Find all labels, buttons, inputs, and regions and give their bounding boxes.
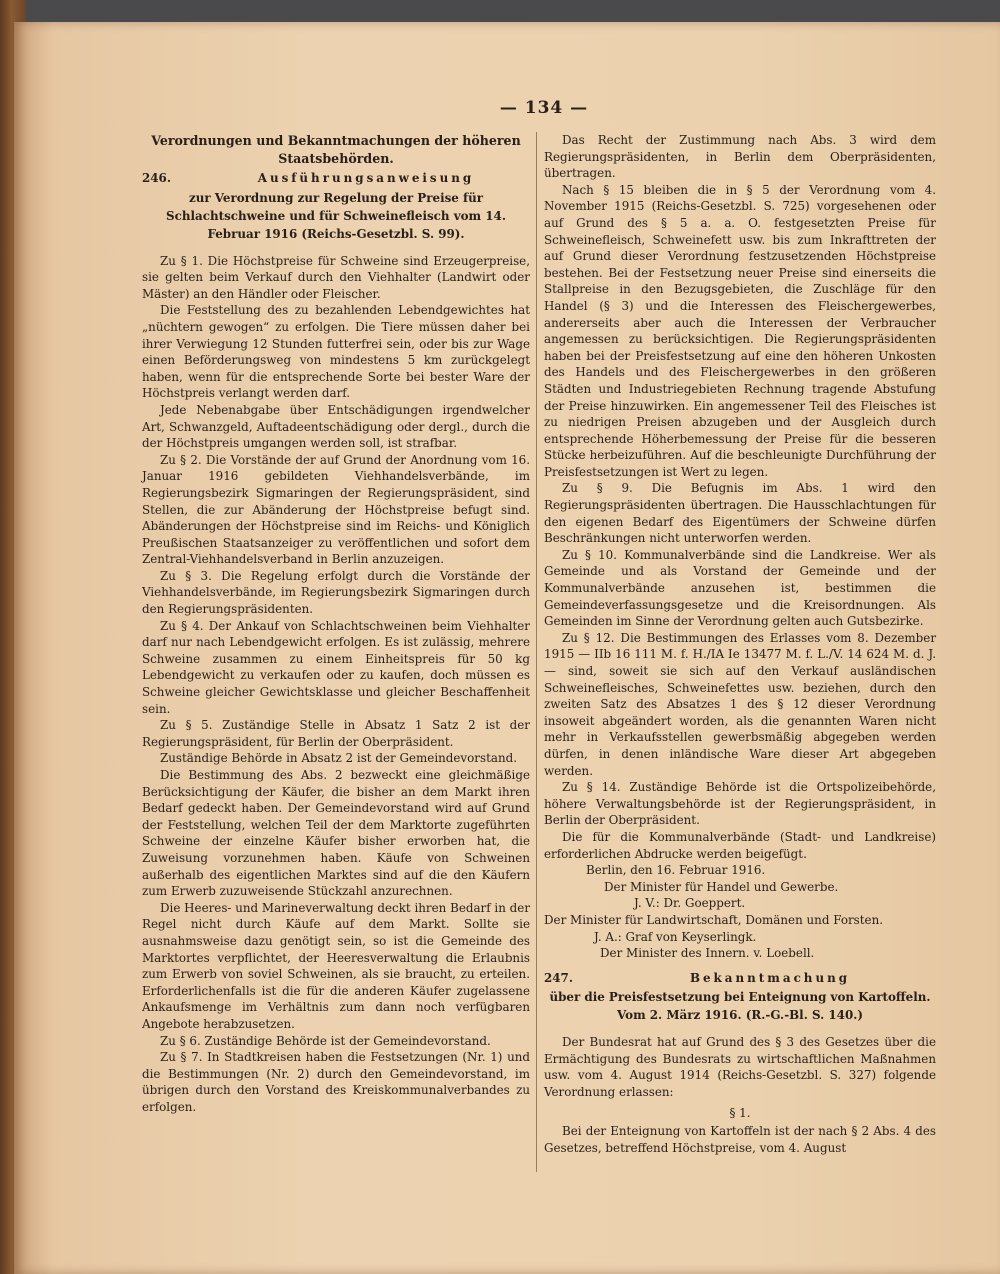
- document-page: [14, 22, 1000, 1274]
- signature-block: [544, 862, 936, 962]
- paragraph: Zu § 12. Die Bestimmungen des Erlasses vom 8. Dezember 1915 — IIb 16 111 M. f. H./IA Ie 13477 M. f. L./V. 14 624 M. d. J. — sind, soweit sie sich auf den Verkauf ausländischen Schweinefleisches, Schweinefettes usw. beziehen, durch den zweiten Satz des Absatzes 1 des § 12 dieser Verordnung insoweit abgeändert worden, als die genannten Waren nicht mehr in Verkaufsstellen gewerbsmäßig abgegeben werden dürfen, in denen inländische Ware dieser Art abgegeben werden.: [544, 630, 936, 778]
- paragraph: Zuständige Behörde in Absatz 2 ist der Gemeindevorstand.: [160, 751, 518, 766]
- paragraph: Zu § 6. Zuständige Behörde ist der Gemeindevorstand.: [160, 1033, 491, 1048]
- paragraph: Zu § 3. Die Regelung erfolgt durch die Vorstände der Viehhandelsverbände, im Regierungsbezirk Sigmaringen durch den Regierungspräsidenten.: [142, 568, 530, 617]
- item-247-subtitle: über die Preisfestsetzung bei Enteignung von Kartoffeln. Vom 2. März 1916. (R.-G.-Bl. S. 140.): [549, 990, 931, 1023]
- signatory-title: Der Minister des Innern. v. Loebell.: [600, 946, 815, 961]
- paragraph: Zu § 5. Zuständige Stelle in Absatz 1 Satz 2 ist der Regierungspräsident, für Berlin der Oberpräsident.: [142, 718, 530, 749]
- paragraph: Zu § 9. Die Befugnis im Abs. 1 wird den Regierungspräsidenten übertragen. Die Hausschlachtungen für den eigenen Bedarf des Eigentümers der Schweine dürfen Beschränkungen nicht unterworfen werden.: [544, 481, 936, 546]
- signatory-name: J. V.: Dr. Goeppert.: [634, 896, 746, 911]
- left-column: [142, 132, 530, 1115]
- item-247-heading: [544, 970, 936, 987]
- paragraph: Zu § 14. Zuständige Behörde ist die Ortspolizeibehörde, höhere Verwaltungsbehörde ist der Regierungspräsident, in Berlin der Oberpräsident.: [544, 780, 936, 828]
- signatory-title: Der Minister für Landwirtschaft, Domänen und Forsten.: [544, 912, 884, 927]
- paragraph: Zu § 2. Die Vorstände der auf Grund der Anordnung vom 16. Januar 1916 gebildeten Viehhandelsverbände, im Regierungsbezirk Sigmaringen der Regierungspräsident, sind Stellen, die zur Abänderung der Höchstpreise befugt sind. Abänderungen der Höchstpreise sind im Reichs- und Königlich Preußischen Staatsanzeiger zu veröffentlichen und sofort dem Zentral-Viehhandelsverband in Berlin anzuzeigen.: [142, 452, 530, 567]
- column-divider: [536, 132, 537, 1172]
- paragraph: Zu § 10. Kommunalverbände sind die Landkreise. Wer als Gemeinde und als Vorstand der Gemeinde und der Kommunalverbände anzusehen ist, bestimmen die Gemeindeverfassungsgesetze und die Kreisordnungen. Als Gemeinden im Sinne der Verordnung gelten auch Gutsbezirke.: [544, 547, 936, 629]
- item-247-number: 247.: [544, 970, 573, 985]
- place-date: Berlin, den 16. Februar 1916.: [586, 863, 766, 878]
- item-246-number: 246.: [142, 171, 171, 185]
- paragraph: Nach § 15 bleiben die in § 5 der Verordnung vom 4. November 1915 (Reichs-Gesetzbl. S. 725) vorgesehenen oder auf Grund des § 5 a. a. O. festgesetzten Preise für Schweinefleisch, Schweinefett usw. bis zum Inkrafttreten der auf Grund dieser Verordnung festzusetzenden Höchstpreise bestehen. Bei der Festsetzung neuer Preise sind einerseits die Stallpreise in den Bezugsgebieten, die Zuschläge für den Handel (§ 3) und die Interessen des Fleischergewerbes, andererseits aber auch die Interessen der Verbraucher angemessen zu berücksichtigen. Die Regierungspräsidenten haben bei der Preisfestsetzung auf eine den höheren Unkosten des Handels und des Fleischergewerbes in den größeren Städten und Industriegebieten Rechnung tragende Abstufung der Preise hinzuwirken. Ein angemessener Teil des Fleisches ist zu niedrigen Preisen abzugeben und der Ausgleich durch entsprechende Höherbemessung der Preise für die besseren Stücke herbeizuführen. Auf die beschleunigte Durchführung der Preisfestsetzungen ist Wert zu legen.: [544, 182, 936, 479]
- paragraph: Die Feststellung des zu bezahlenden Lebendgewichtes hat „nüchtern gewogen“ zu erfolgen. Die Tiere müssen daher bei ihrer Verwiegung 12 Stunden futterfrei sein, oder bis zur Wage einen Beförderungsweg von mindestens 5 km zurückgelegt haben, wenn für die entsprechende Sorte bei bester Ware der Höchstpreis verlangt werden darf.: [142, 303, 530, 401]
- paragraph-label: § 1.: [729, 1105, 751, 1120]
- paragraph: Bei der Enteignung von Kartoffeln ist der nach § 2 Abs. 4 des Gesetzes, betreffend Höchstpreise, vom 4. August: [544, 1124, 936, 1155]
- paragraph: Die für die Kommunalverbände (Stadt- und Landkreise) erforderlichen Abdrucke werden beigefügt.: [544, 829, 936, 861]
- paragraph: Zu § 1. Die Höchstpreise für Schweine sind Erzeugerpreise, sie gelten beim Verkauf durch den Viehhalter (Landwirt oder Mäster) an den Händler oder Fleischer.: [142, 253, 530, 301]
- item-247-title: Bekanntmachung: [689, 970, 851, 985]
- section-header: Verordnungen und Bekanntmachungen der höheren Staatsbehörden.: [151, 133, 521, 166]
- signatory-name: J. A.: Graf von Keyserlingk.: [594, 929, 757, 944]
- signatory-title: Der Minister für Handel und Gewerbe.: [604, 879, 839, 894]
- page-number: — 134 —: [499, 98, 589, 118]
- paragraph: Die Heeres- und Marineverwaltung deckt ihren Bedarf in der Regel nicht durch Käufe auf dem Markt. Sollte sie ausnahmsweise dazu genötigt sein, so ist die Gemeinde des Marktortes verpflichtet, der Heeresverwaltung die Erlaubnis zum Erwerb von soviel Schweinen, als sie braucht, zu erteilen. Erforderlichenfalls ist die für die anderen Käufer zugelassene Ankaufsmenge im Verhältnis zum dann noch verfügbaren Angebote herabzusetzen.: [142, 900, 530, 1031]
- paragraph: Die Bestimmung des Abs. 2 bezweckt eine gleichmäßige Berücksichtigung der Käufer, die bisher an dem Markt ihren Bedarf gedeckt haben. Der Gemeindevorstand wird auf Grund der Feststellung, welchen Teil der dem Marktorte zugeführten Schweine der einzelne Käufer bisher erworben hat, die Zuweisung vorzunehmen haben. Käufe von Schweinen außerhalb des eigentlichen Marktes sind auf die den Käufern zum Erwerb zuzuweisende Stückzahl anzurechnen.: [142, 768, 530, 899]
- paragraph: Jede Nebenabgabe über Entschädigungen irgendwelcher Art, Schwanzgeld, Auftadeentschädigung oder dergl., durch die der Höchstpreis umgangen werden soll, ist strafbar.: [142, 402, 530, 451]
- paragraph: Der Bundesrat hat auf Grund des § 3 des Gesetzes über die Ermächtigung des Bundesrats zu wirtschaftlichen Maßnahmen usw. vom 4. August 1914 (Reichs-Gesetzbl. S. 327) folgende Verordnung erlassen:: [544, 1035, 936, 1100]
- paragraph: Zu § 7. In Stadtkreisen haben die Festsetzungen (Nr. 1) und die Bestimmungen (Nr. 2) durch den Gemeindevorstand, im übrigen durch den Vorstand des Kreiskommunalverbandes zu erfolgen.: [142, 1050, 530, 1114]
- item-246-heading: [142, 170, 530, 187]
- right-column: [544, 132, 936, 1156]
- paragraph: Das Recht der Zustimmung nach Abs. 3 wird dem Regierungspräsidenten, in Berlin dem Oberpräsidenten, übertragen.: [544, 133, 936, 181]
- paragraph: Zu § 4. Der Ankauf von Schlachtschweinen beim Viehhalter darf nur nach Lebendgewicht erfolgen. Es ist zulässig, mehrere Schweine zusammen zu einem Einheitspreis für 50 kg Lebendgewicht zu verkaufen oder zu kaufen, doch müssen es Schweine gleicher Gewichtsklasse und gleicher Beschaffenheit sein.: [142, 618, 530, 716]
- item-246-subtitle: zur Verordnung zur Regelung der Preise für Schlachtschweine und für Schweinefleisch vom 14. Februar 1916 (Reichs-Gesetzbl. S. 99).: [166, 190, 506, 241]
- item-246-title: Ausführungsanweisung: [257, 171, 475, 185]
